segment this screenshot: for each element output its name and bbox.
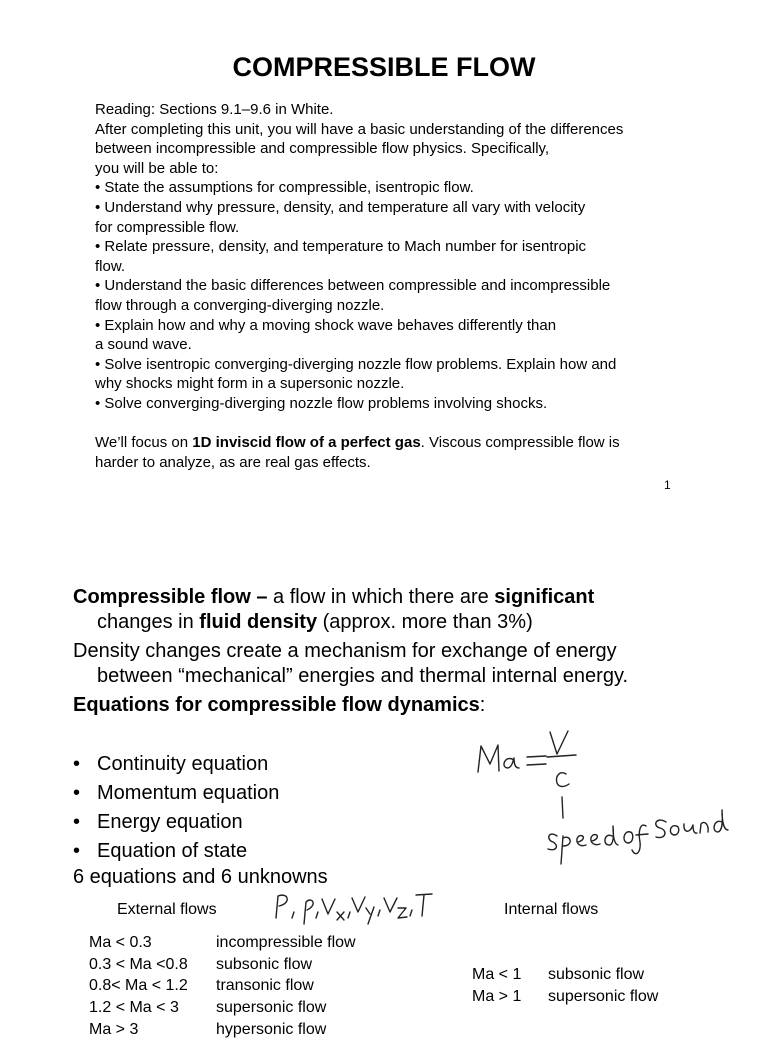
focus-bold: 1D inviscid flow of a perfect gas (192, 434, 421, 452)
list-item: • Energy equation (73, 811, 243, 833)
external-flows-title: External flows (117, 901, 217, 918)
equations-heading (73, 693, 733, 718)
list-item-label: Momentum equation (97, 782, 280, 804)
table-row (89, 977, 356, 999)
objective-line: flow through a converging-diverging nozzle. (95, 296, 385, 314)
six-equations-line: 6 equations and 6 unknowns (73, 866, 328, 888)
flow-regime: supersonic flow (216, 999, 327, 1017)
slide2-body (73, 585, 733, 718)
handwritten-arrow (562, 797, 563, 818)
mach-range: 0.8< Ma < 1.2 (89, 977, 188, 995)
list-item: • Momentum equation (73, 782, 280, 804)
list-item: • Equation of state (73, 840, 248, 862)
mach-range: Ma > 1 (472, 987, 522, 1005)
page-title: COMPRESSIBLE FLOW (232, 52, 536, 82)
flow-regime: hypersonic flow (216, 1020, 327, 1038)
equation-list (73, 750, 279, 866)
density-line: Density changes create a mechanism for exchange of energy (73, 640, 617, 662)
intro-line: between incompressible and compressible flow physics. Specifically, (95, 140, 550, 158)
mach-range: 0.3 < Ma <0.8 (89, 955, 188, 973)
table-row (472, 988, 658, 1010)
objective-line: • Relate pressure, density, and temperature to Mach number for isentropic (95, 238, 587, 256)
list-item-label: Energy equation (97, 811, 243, 833)
density-line: between “mechanical” energies and thermal internal energy. (97, 665, 629, 687)
mach-range: Ma < 0.3 (89, 934, 152, 951)
objective-line: for compressible flow. (95, 218, 240, 236)
objective-line: • Solve converging-diverging nozzle flow problems involving shocks. (95, 394, 548, 412)
flow-regime: supersonic flow (548, 987, 659, 1005)
objective-line: • Explain how and why a moving shock wave behaves differently than (95, 316, 557, 334)
def-term: Compressible flow – (73, 586, 268, 608)
mach-range: Ma < 1 (472, 966, 522, 983)
intro-text (95, 100, 695, 472)
focus-text: . Viscous compressible flow is (420, 434, 620, 452)
objective-line: • Understand why pressure, density, and temperature all vary with velocity (95, 198, 586, 216)
objective-line: a sound wave. (95, 336, 192, 354)
handwritten-speed-of-sound (548, 810, 728, 864)
focus-text: We’ll focus on (95, 434, 193, 452)
external-flows-table (89, 934, 356, 1042)
flow-regime: incompressible flow (216, 934, 356, 951)
def-text: changes in (97, 611, 200, 633)
internal-flows-table (472, 966, 658, 1009)
list-item-label: Equation of state (97, 840, 248, 862)
equations-heading-text: Equations for compressible flow dynamics (73, 694, 480, 716)
definition-line (73, 610, 733, 635)
def-bold: fluid density (199, 611, 318, 633)
reading-line: Reading: Sections 9.1–9.6 in White. (95, 101, 334, 118)
handwritten-mach-formula (478, 731, 576, 787)
mach-range: Ma > 3 (89, 1020, 139, 1038)
table-row (472, 966, 658, 988)
intro-line: After completing this unit, you will have a basic understanding of the differences (95, 120, 624, 138)
flow-regime: transonic flow (216, 977, 314, 995)
table-row (89, 934, 356, 956)
objective-line: flow. (95, 257, 126, 275)
objective-line: • Solve isentropic converging-diverging nozzle flow problems. Explain how and (95, 355, 617, 373)
def-text: a flow in which there are (267, 586, 495, 608)
objective-line: • State the assumptions for compressible, isentropic flow. (95, 179, 474, 197)
objective-line: • Understand the basic differences between compressible and incompressible (95, 277, 611, 295)
internal-flows-title: Internal flows (504, 901, 599, 918)
focus-line (95, 433, 695, 453)
table-row (89, 999, 356, 1021)
handwritten-unknowns (276, 894, 432, 924)
intro-line: you will be able to: (95, 159, 219, 177)
def-bold: significant (494, 586, 595, 608)
flow-regime: subsonic flow (548, 966, 645, 983)
mach-range: 1.2 < Ma < 3 (89, 999, 179, 1017)
definition-line (73, 585, 733, 610)
def-text: (approx. more than 3%) (317, 611, 533, 633)
focus-line: harder to analyze, as are real gas effects. (95, 453, 371, 471)
table-row (89, 956, 356, 978)
list-item-label: Continuity equation (97, 753, 269, 775)
list-item: • Continuity equation (73, 753, 269, 775)
flow-regime: subsonic flow (216, 955, 313, 973)
objective-line: why shocks might form in a supersonic nozzle. (95, 375, 405, 393)
colon: : (479, 694, 486, 716)
page-number: 1 (664, 478, 671, 492)
